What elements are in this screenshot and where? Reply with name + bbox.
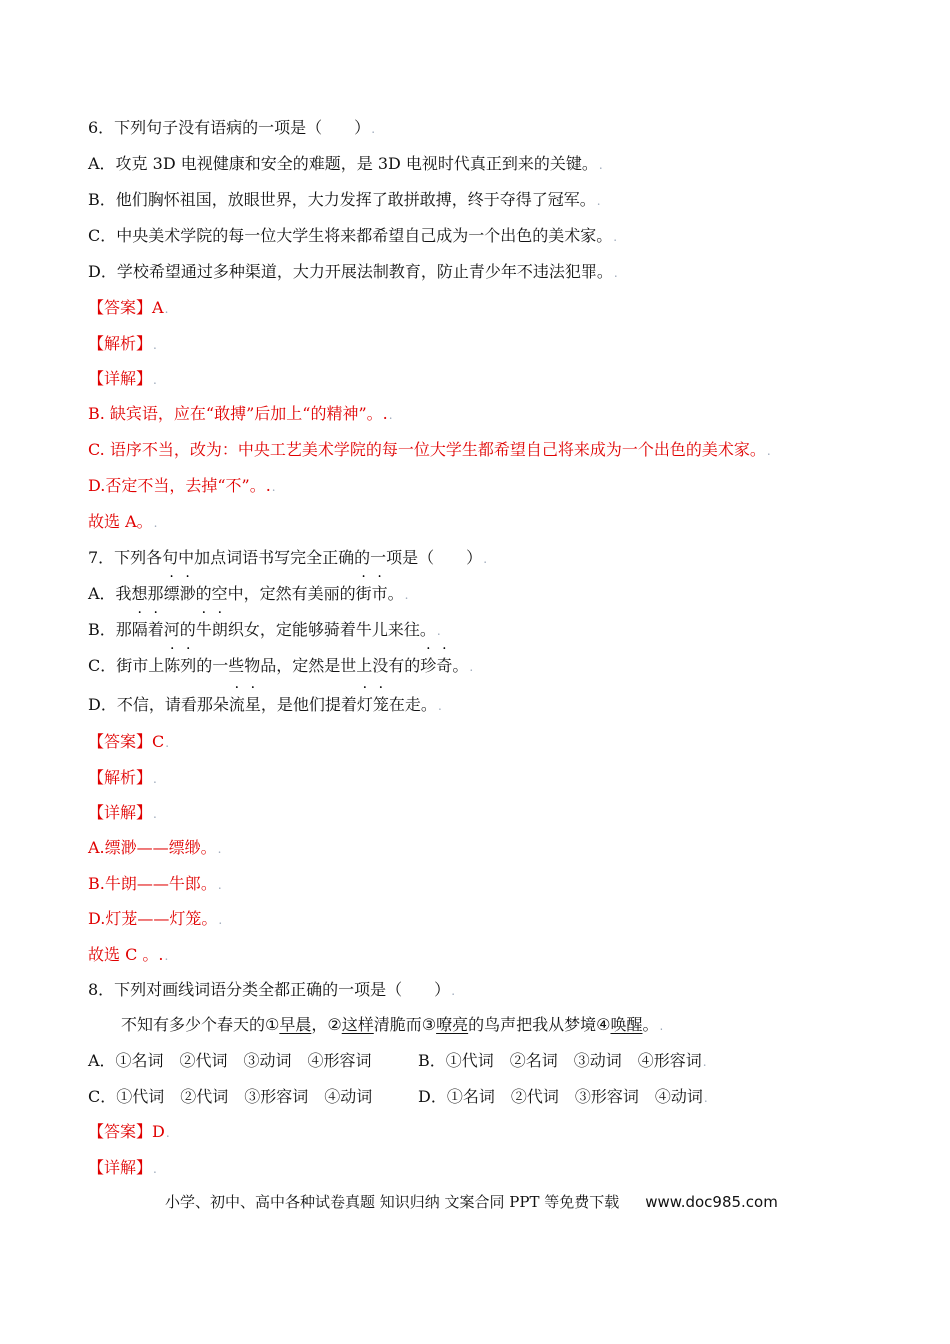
question-8-option-c: C．①代词 ②代词 ③形容词 ④动词 xyxy=(88,1087,373,1106)
question-6-detail-label: 【详解】. xyxy=(88,369,157,388)
footer-text: 小学、初中、高中各种试卷真题 知识归纳 文案合同 PPT 等免费下载 xyxy=(165,1193,620,1211)
question-6-option-c: C．中央美术学院的每一位大学生将来都希望自己成为一个出色的美术家。. xyxy=(88,226,618,245)
question-8-option-d: D．①名词 ②代词 ③形容词 ④动词 xyxy=(418,1087,703,1106)
question-7-explain-d: D.灯茏——灯笼。. xyxy=(88,909,223,928)
question-6-explain-b: B. 缺宾语，应在“敢搏”后加上“的精神”。.. xyxy=(88,404,393,423)
dotted-char: 笼 xyxy=(372,695,389,714)
question-6-stem: 6．下列句子没有语病的一项是（ ）. xyxy=(88,118,376,137)
question-7-analysis-label: 【解析】. xyxy=(88,768,157,787)
dotted-char: 陈 xyxy=(164,656,181,675)
dotted-char: 流 xyxy=(228,695,245,714)
question-8-stem: 8．下列对画线词语分类全都正确的一项是（ ）. xyxy=(88,980,456,999)
question-6-option-d: D．学校希望通过多种渠道，大力开展法制教育，防止青少年不违法犯罪。. xyxy=(88,262,618,281)
question-7-option-b: B．那隔着河的牛朗织女，定能够骑着牛儿来往。. xyxy=(88,620,441,639)
dotted-char: 珍 xyxy=(420,656,437,675)
question-7-answer: 【答案】C. xyxy=(88,732,170,751)
question-6-explain-d: D.否定不当，去掉“不”。.. xyxy=(88,476,276,495)
page-footer xyxy=(165,1191,778,1213)
dotted-char: 星 xyxy=(244,695,261,714)
question-8-options-row-2: C．①代词 ②代词 ③形容词 ④动词 D．①名词 ②代词 ③形容词 ④动词. xyxy=(88,1087,708,1106)
dotted-char: 市 xyxy=(371,584,388,603)
question-8-option-a: A．①名词 ②代词 ③动词 ④形容词 xyxy=(88,1051,372,1070)
question-7-option-c: C．街市上陈列的一些物品，定然是世上没有的珍奇。. xyxy=(88,656,474,675)
underlined-word: 唤醒 xyxy=(610,1015,643,1034)
question-8-options-row-1: A．①名词 ②代词 ③动词 ④形容词 B．①代词 ②名词 ③动词 ④形容词. xyxy=(88,1051,707,1070)
question-7-explain-a: A.缥渺——缥缈。. xyxy=(88,838,222,857)
question-7-stem: 7．下列各句中加点词语书写完全正确的一项是（ ）. xyxy=(88,548,488,567)
dotted-char: 缥 xyxy=(163,584,180,603)
dotted-char: 朗 xyxy=(211,620,228,639)
question-7-detail-label: 【详解】. xyxy=(88,803,157,822)
dotted-char: 列 xyxy=(180,656,197,675)
question-8-sentence: 不知有多少个春天的①早晨，②这样清脆而③嘹亮的鸟声把我从梦境④唤醒。. xyxy=(121,1015,664,1034)
question-7-conclusion: 故选 C 。.. xyxy=(88,945,169,964)
underlined-word: 这样 xyxy=(341,1015,374,1034)
dotted-char: 隔 xyxy=(131,620,148,639)
dotted-char: 牛 xyxy=(195,620,212,639)
question-7-option-a: A．我想那缥渺的空中，定然有美丽的街市。. xyxy=(88,584,409,603)
question-6-explain-c: C. 语序不当，改为：中央工艺美术学院的每一位大学生都希望自己将来成为一个出色的美术家。. xyxy=(88,440,771,459)
underlined-word: 早晨 xyxy=(279,1015,312,1034)
question-8-option-b: B．①代词 ②名词 ③动词 ④形容词 xyxy=(418,1051,702,1070)
dotted-char: 着 xyxy=(147,620,164,639)
question-6-option-a: A．攻克 3D 电视健康和安全的难题，是 3D 电视时代真正到来的关键。. xyxy=(88,154,603,173)
underlined-word: 嘹亮 xyxy=(436,1015,469,1034)
question-6-analysis-label: 【解析】. xyxy=(88,334,157,353)
question-7-explain-b: B.牛朗——牛郎。. xyxy=(88,874,222,893)
question-6-option-b: B．他们胸怀祖国，放眼世界，大力发挥了敢拼敢搏，终于夺得了冠军。. xyxy=(88,190,601,209)
question-6-answer: 【答案】A. xyxy=(88,298,169,317)
question-8-answer: 【答案】D. xyxy=(88,1122,170,1141)
question-8-detail-label: 【详解】. xyxy=(88,1158,157,1177)
dotted-char: 灯 xyxy=(356,695,373,714)
question-7-option-d: D．不信，请看那朵流星，是他们提着灯笼在走。. xyxy=(88,695,442,714)
dotted-char: 街 xyxy=(355,584,372,603)
question-6-conclusion: 故选 A。. xyxy=(88,512,158,531)
footer-link[interactable]: www.doc985.com xyxy=(645,1193,778,1211)
dotted-char: 奇 xyxy=(436,656,453,675)
dotted-char: 渺 xyxy=(179,584,196,603)
